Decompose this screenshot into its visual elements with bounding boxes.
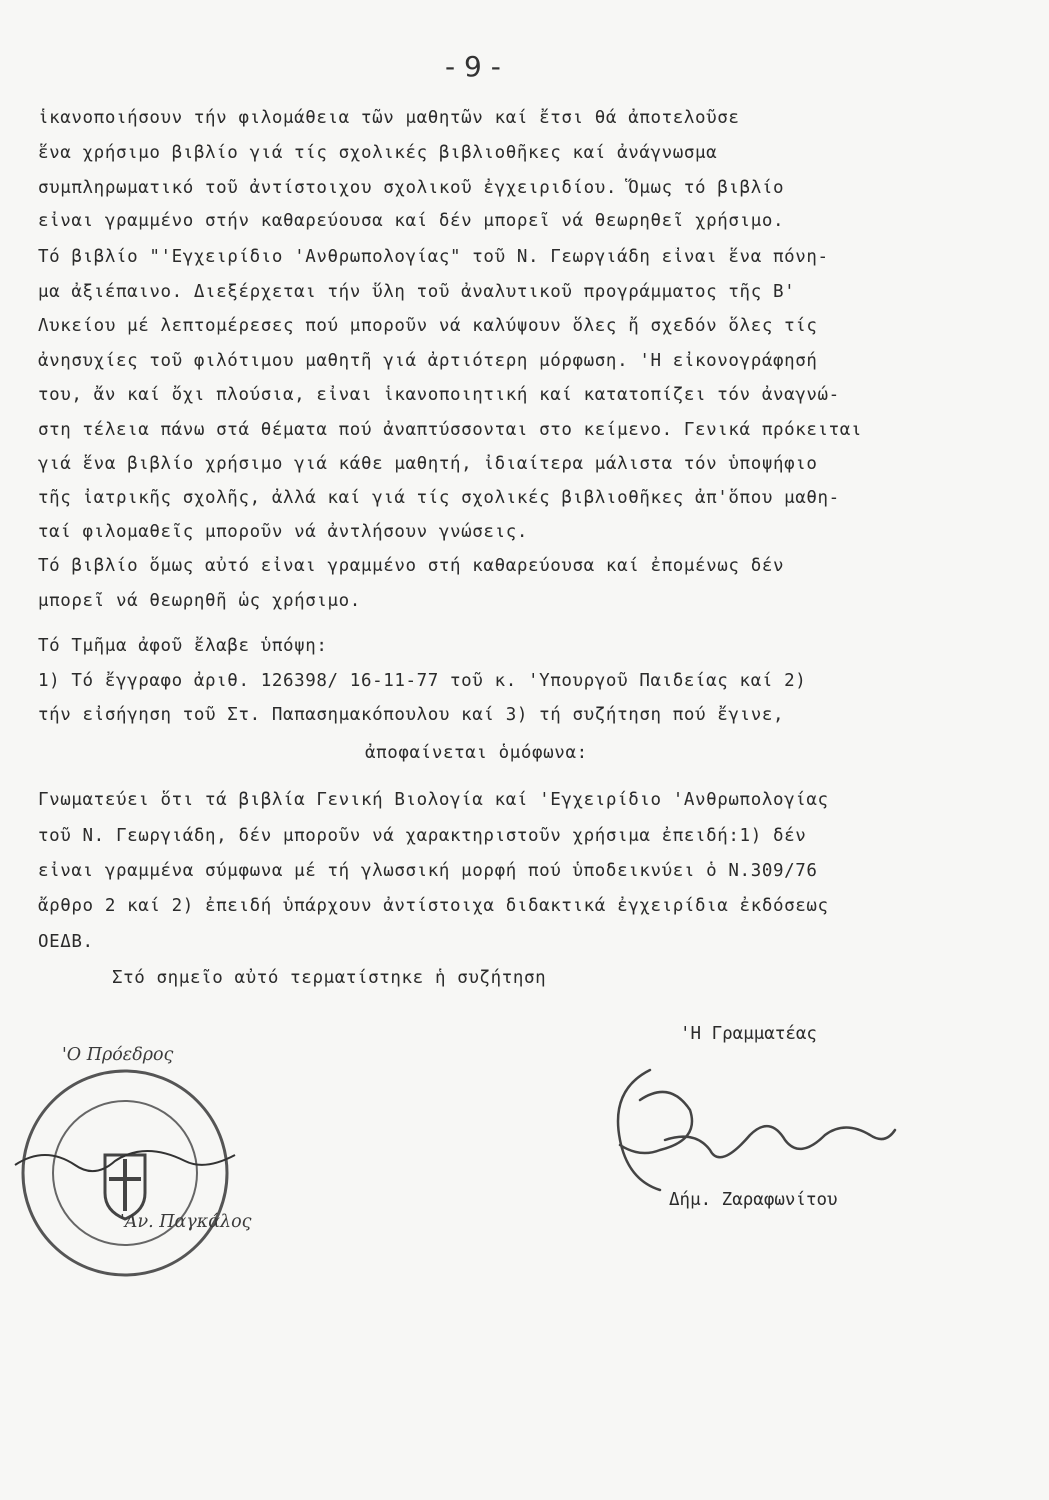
text-line: ταί φιλομαθεῖς μποροῦν νά ἀντλήσουν γνώσεις. (38, 522, 528, 542)
president-title: 'Ο Πρόεδρος (62, 1045, 174, 1065)
text-line: Τό βιβλίο "'Εγχειρίδιο 'Ανθρωπολογίας" τοῦ Ν. Γεωργιάδη εἶναι ἕνα πόνη- (38, 247, 829, 267)
text-line: τοῦ Ν. Γεωργιάδη, δέν μποροῦν νά χαρακτηριστοῦν χρήσιμα ἐπειδή:1) δέν (38, 826, 807, 846)
official-seal-icon (5, 1055, 260, 1285)
text-line: τῆς ἰατρικῆς σχολῆς, ἀλλά καί γιά τίς σχολικές βιβλιοθῆκες ἀπ'ὅπου μαθη- (38, 488, 840, 508)
president-name: 'Αν. Παγκάλος (120, 1212, 252, 1232)
text-line: συμπληρωματικό τοῦ ἀντίστοιχου σχολικοῦ ἐγχειριδίου. Ὅμως τό βιβλίο (38, 178, 785, 198)
signature-icon (595, 1060, 925, 1210)
text-line: ἕνα χρήσιμο βιβλίο γιά τίς σχολικές βιβλιοθῆκες καί ἀνάγνωσμα (38, 143, 718, 163)
text-line: Τό βιβλίο ὅμως αὐτό εἶναι γραμμένο στή καθαρεύουσα καί ἐπομένως δέν (38, 556, 785, 576)
text-line: 1) Τό ἔγγραφο ἀριθ. 126398/ 16-11-77 τοῦ κ. 'Υπουργοῦ Παιδείας καί 2) (38, 671, 807, 691)
decision-heading: ἀποφαίνεται ὁμόφωνα: (365, 743, 588, 763)
text-line: εἶναι γραμμένα σύμφωνα μέ τή γλωσσική μορφή πού ὑποδεικνύει ὁ Ν.309/76 (38, 861, 818, 881)
text-line: ἀνησυχίες τοῦ φιλότιμου μαθητῆ γιά ἀρτιότερη μόρφωση. 'Η εἰκονογράφησή (38, 351, 818, 371)
text-line: μπορεῖ νά θεωρηθῆ ὡς χρήσιμο. (38, 591, 361, 611)
text-line: γιά ἕνα βιβλίο χρήσιμο γιά κάθε μαθητή, ἰδιαίτερα μάλιστα τόν ὑποψήφιο (38, 454, 818, 474)
text-line: ΟΕΔΒ. (38, 932, 94, 952)
text-line: του, ἄν καί ὄχι πλούσια, εἶναι ἱκανοποιητική καί κατατοπίζει τόν ἀναγνώ- (38, 385, 840, 405)
text-line: Τό Τμῆμα ἀφοῦ ἔλαβε ὑπόψη: (38, 636, 328, 656)
text-line: μα ἀξιέπαινο. Διεξέρχεται τήν ὕλη τοῦ ἀναλυτικοῦ προγράμματος τῆς Β' (38, 282, 796, 302)
text-line: στη τέλεια πάνω στά θέματα πού ἀναπτύσσονται στο κείμενο. Γενικά πρόκειται (38, 420, 863, 440)
text-line: τήν εἰσήγηση τοῦ Στ. Παπασημακόπουλου καί 3) τή συζήτηση πού ἔγινε, (38, 705, 785, 725)
secretary-name: Δήμ. Ζαραφωνίτου (669, 1190, 838, 1210)
text-line: εἶναι γραμμένο στήν καθαρεύουσα καί δέν μπορεῖ νά θεωρηθεῖ χρήσιμο. (38, 211, 785, 231)
text-line: Γνωματεύει ὅτι τά βιβλία Γενική Βιολογία καί 'Εγχειρίδιο 'Ανθρωπολογίας (38, 790, 829, 810)
text-line: Λυκείου μέ λεπτομέρεσες πού μποροῦν νά καλύψουν ὅλες ἤ σχεδόν ὅλες τίς (38, 316, 818, 336)
page-number: - 9 - (445, 50, 501, 83)
text-line: ἱκανοποιήσουν τήν φιλομάθεια τῶν μαθητῶν καί ἔτσι θά ἀποτελοῦσε (38, 108, 740, 128)
text-line: ἄρθρο 2 καί 2) ἐπειδή ὑπάρχουν ἀντίστοιχα διδακτικά ἐγχειρίδια ἐκδόσεως (38, 896, 829, 916)
secretary-title: 'Η Γραμματέας (680, 1024, 817, 1044)
closing-statement: Στό σημεῖο αὐτό τερματίστηκε ἡ συζήτηση (112, 968, 547, 988)
